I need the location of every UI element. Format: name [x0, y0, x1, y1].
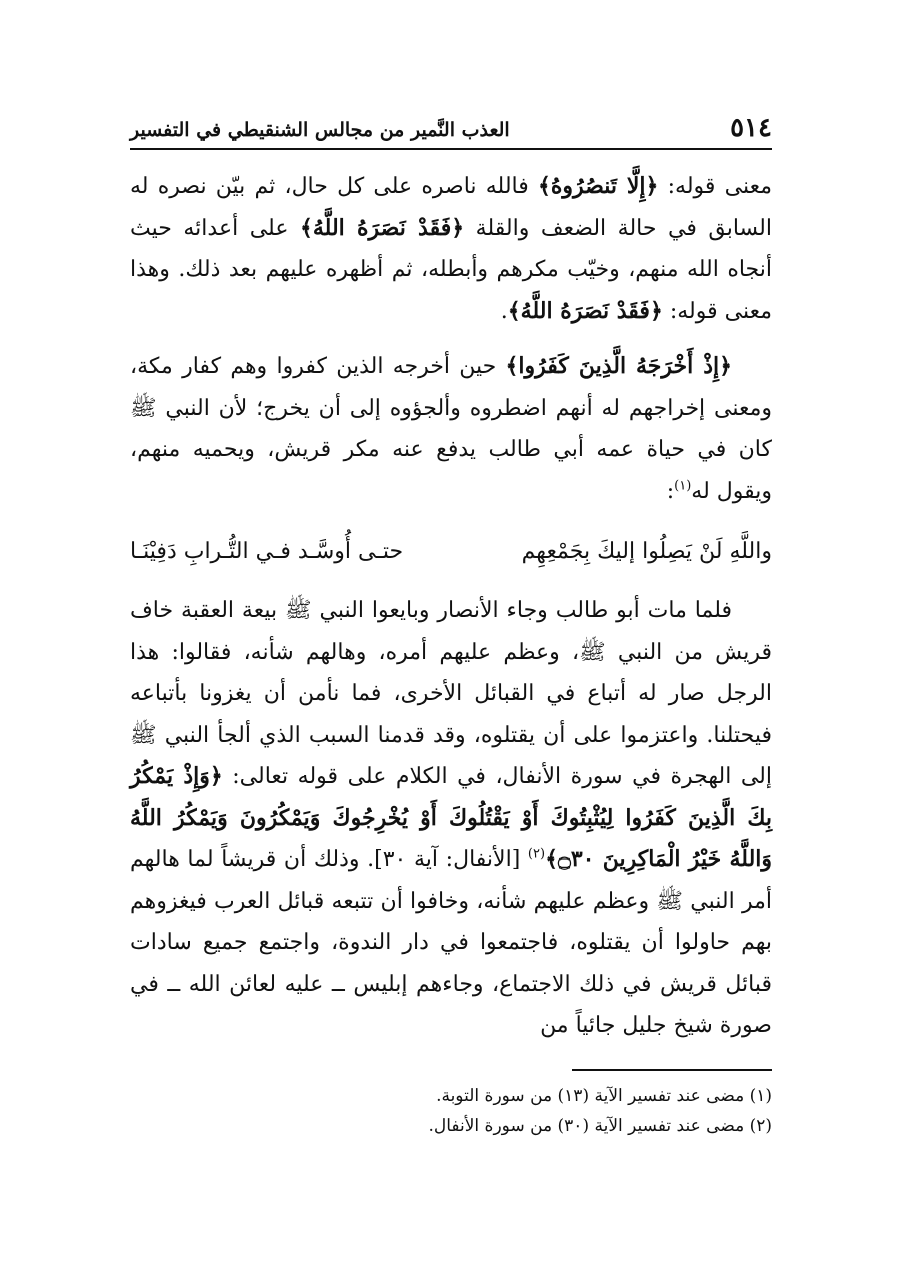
- paragraph-text: .: [500, 298, 508, 324]
- page-body: [130, 166, 772, 1047]
- poem-second-hemistich: حتـى أُوسَّـد فـي التُّـرابِ دَفِيْنَـا: [130, 539, 404, 564]
- paragraph-text: [الأنفال: آية ٣٠]. وذلك أن قريشاً لما هالهم أمر النبي ﷺ وعظم عليهم شأنه، وخافوا أن تتبعه قبائل العرب فيغزوهم بهم حاولوا أن يقتلوه، فاجتمعوا في دار الندوة، واجتمع جميع سادات قبائل قريش في ذلك الاجتماع، وجاءهم إبليس ــ عليه لعائن الله ــ في صورة شيخ جليل جائياً من: [130, 847, 772, 1038]
- footnote-reference: (١): [674, 478, 692, 494]
- paragraph-text: حين أخرجه الذين كفروا وهم كفار مكة، ومعنى إخراجهم له أنهم اضطروه وألجؤوه إلى أن يخرج؛ لأن النبي ﷺ كان في حياة عمه أبي طالب يدفع عنه مكر قريش، ويحميه منهم، ويقول له: [130, 354, 772, 504]
- footnote-reference: (٢): [527, 846, 546, 862]
- poem-verse: [130, 530, 772, 574]
- quran-verse: ﴿وَإِذْ يَمْكُرُ بِكَ الَّذِينَ كَفَرُوا لِيُثْبِتُوكَ أَوْ يَقْتُلُوكَ أَوْ يُخْرِجُوكَ وَيَمْكُرُونَ وَيَمْكُرُ اللَّهُ وَاللَّهُ خَيْرُ الْمَاكِرِينَ ۝٣٠﴾: [130, 763, 773, 872]
- running-title: العذب النَّمير من مجالس الشنقيطي في التفسير: [130, 119, 510, 141]
- book-page: [130, 108, 772, 1188]
- page-number: ٥١٤: [730, 113, 772, 143]
- footnote-separator: [572, 1069, 772, 1071]
- paragraph-2: [130, 346, 772, 512]
- quran-verse: ﴿إِذْ أَخْرَجَهُ الَّذِينَ كَفَرُوا﴾: [505, 353, 732, 379]
- paragraph-text: معنى قوله:: [658, 174, 772, 199]
- paragraph-text: فالله ناصره على كل حال، ثم بيّن نصره له السابق في حالة الضعف والقلة: [130, 174, 772, 241]
- paragraph-text: على أعدائه حيث أنجاه الله منهم، وخيّب مكرهم وأبطله، ثم أظهره عليهم بعد ذلك. وهذا معنى قوله:: [130, 215, 772, 324]
- quran-verse: ﴿إِلَّا تَنصُرُوهُ﴾: [537, 173, 659, 199]
- quran-verse: ﴿فَقَدْ نَصَرَهُ اللَّهُ﴾: [507, 297, 663, 324]
- quran-verse: ﴿فَقَدْ نَصَرَهُ اللَّهُ﴾: [300, 214, 465, 241]
- footnote-1: (١) مضى عند تفسير الآية (١٣) من سورة التوبة.: [436, 1085, 772, 1106]
- paragraph-text: فلما مات أبو طالب وجاء الأنصار وبايعوا النبي ﷺ بيعة العقبة خاف قريش من النبي ﷺ، وعظم عليهم أمره، وهالهم شأنه، فقالوا: هذا الرجل صار له أتباع في القبائل الأخرى، فما نأمن أن يغزونا بأتباعه فيحتلنا. واعتزموا على أن يقتلوه، وقد قدمنا السبب الذي ألجأ النبي ﷺ إلى الهجرة في سورة الأنفال، في الكلام على قوله تعالى:: [130, 598, 773, 789]
- paragraph-3: [130, 590, 772, 1047]
- paragraph-text: :: [666, 478, 675, 504]
- paragraph-1: [130, 166, 772, 332]
- page-header: [130, 108, 772, 150]
- footnotes: [130, 1081, 772, 1141]
- poem-first-hemistich: واللَّهِ لَنْ يَصِلُوا إليكَ بِجَمْعِهِم: [521, 539, 772, 564]
- footnote-2: (٢) مضى عند تفسير الآية (٣٠) من سورة الأنفال.: [428, 1115, 772, 1136]
